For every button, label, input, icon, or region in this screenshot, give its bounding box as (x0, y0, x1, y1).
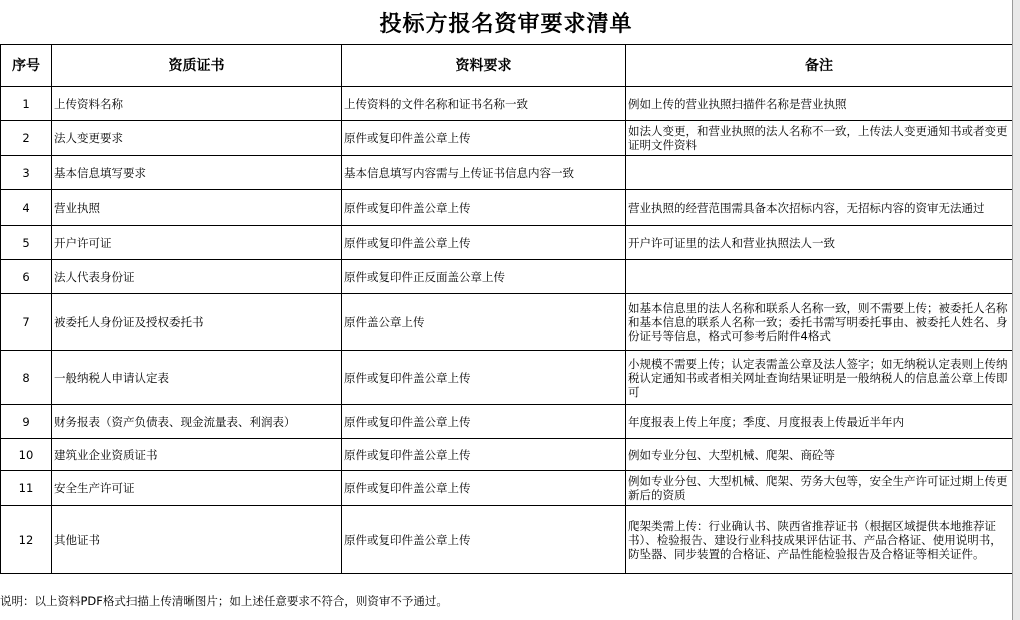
row-requirement: 原件盖公章上传 (342, 294, 626, 351)
row-certificate: 被委托人身份证及授权委托书 (52, 294, 342, 351)
row-certificate: 开户许可证 (52, 226, 342, 260)
row-remark: 开户许可证里的法人和营业执照法人一致 (626, 226, 1013, 260)
row-remark: 如法人变更，和营业执照的法人名称不一致，上传法人变更通知书或者变更证明文件资料 (626, 121, 1013, 156)
table-row (1, 471, 1013, 506)
row-number: 3 (1, 156, 52, 190)
header-requirement: 资料要求 (342, 45, 626, 87)
page-title: 投标方报名资审要求清单 (379, 11, 633, 37)
table-row (1, 190, 1013, 226)
row-number: 4 (1, 190, 52, 226)
row-number: 12 (1, 506, 52, 574)
row-certificate: 建筑业企业资质证书 (52, 439, 342, 471)
header-certificate: 资质证书 (52, 45, 342, 87)
row-number: 8 (1, 351, 52, 405)
row-certificate: 法人代表身份证 (52, 260, 342, 294)
row-requirement: 原件或复印件盖公章上传 (342, 506, 626, 574)
row-remark: 如基本信息里的法人名称和联系人名称一致，则不需要上传；被委托人名称和基本信息的联系人名称一致；委托书需写明委托事由、被委托人姓名、身份证号等信息，格式可参考后附件4格式 (626, 294, 1013, 351)
header-no: 序号 (1, 45, 52, 87)
row-number: 2 (1, 121, 52, 156)
row-remark: 小规模不需要上传；认定表需盖公章及法人签字；如无纳税认定表则上传纳税认定通知书或者相关网址查询结果证明是一般纳税人的信息盖公章上传即可 (626, 351, 1013, 405)
row-number: 9 (1, 405, 52, 439)
row-remark: 例如上传的营业执照扫描件名称是营业执照 (626, 87, 1013, 121)
row-requirement: 原件或复印件盖公章上传 (342, 405, 626, 439)
footnote: 说明：以上资料PDF格式扫描上传清晰图片；如上述任意要求不符合，则资审不予通过。 (0, 594, 448, 608)
row-number: 11 (1, 471, 52, 506)
row-number: 5 (1, 226, 52, 260)
row-requirement: 原件或复印件盖公章上传 (342, 439, 626, 471)
table-row (1, 87, 1013, 121)
row-remark: 例如专业分包、大型机械、爬架、商砼等 (626, 439, 1013, 471)
row-number: 1 (1, 87, 52, 121)
row-remark: 年度报表上传上年度；季度、月度报表上传最近半年内 (626, 405, 1013, 439)
row-certificate: 安全生产许可证 (52, 471, 342, 506)
row-remark: 爬架类需上传：行业确认书、陕西省推荐证书（根据区域提供本地推荐证书）、检验报告、建设行业科技成果评估证书、产品合格证、使用说明书，防坠器、同步装置的合格证、产品性能检验报告及合格证等相关证件。 (626, 506, 1013, 574)
row-certificate: 财务报表（资产负债表、现金流量表、利润表） (52, 405, 342, 439)
row-number: 7 (1, 294, 52, 351)
row-requirement: 原件或复印件盖公章上传 (342, 471, 626, 506)
table-row (1, 156, 1013, 190)
row-requirement: 原件或复印件正反面盖公章上传 (342, 260, 626, 294)
table-row (1, 439, 1013, 471)
row-certificate: 上传资料名称 (52, 87, 342, 121)
row-certificate: 法人变更要求 (52, 121, 342, 156)
row-certificate: 一般纳税人申请认定表 (52, 351, 342, 405)
row-number: 6 (1, 260, 52, 294)
table-row (1, 351, 1013, 405)
row-remark: 例如专业分包、大型机械、爬架、劳务大包等，安全生产许可证过期上传更新后的资质 (626, 471, 1013, 506)
table-row (1, 260, 1013, 294)
row-requirement: 原件或复印件盖公章上传 (342, 190, 626, 226)
row-remark: 营业执照的经营范围需具备本次招标内容，无招标内容的资审无法通过 (626, 190, 1013, 226)
row-certificate: 营业执照 (52, 190, 342, 226)
row-certificate: 其他证书 (52, 506, 342, 574)
row-requirement: 原件或复印件盖公章上传 (342, 226, 626, 260)
table-header-row (1, 45, 1013, 87)
row-remark (626, 156, 1013, 190)
row-number: 10 (1, 439, 52, 471)
table-row (1, 405, 1013, 439)
table-row (1, 506, 1013, 574)
header-remark: 备注 (626, 45, 1013, 87)
row-requirement: 原件或复印件盖公章上传 (342, 121, 626, 156)
row-requirement: 基本信息填写内容需与上传证书信息内容一致 (342, 156, 626, 190)
row-remark (626, 260, 1013, 294)
table-row (1, 226, 1013, 260)
row-requirement: 原件或复印件盖公章上传 (342, 351, 626, 405)
table-row (1, 294, 1013, 351)
row-requirement: 上传资料的文件名称和证书名称一致 (342, 87, 626, 121)
row-certificate: 基本信息填写要求 (52, 156, 342, 190)
requirements-table (0, 44, 1013, 574)
window-right-edge (1012, 0, 1020, 620)
table-row (1, 121, 1013, 156)
